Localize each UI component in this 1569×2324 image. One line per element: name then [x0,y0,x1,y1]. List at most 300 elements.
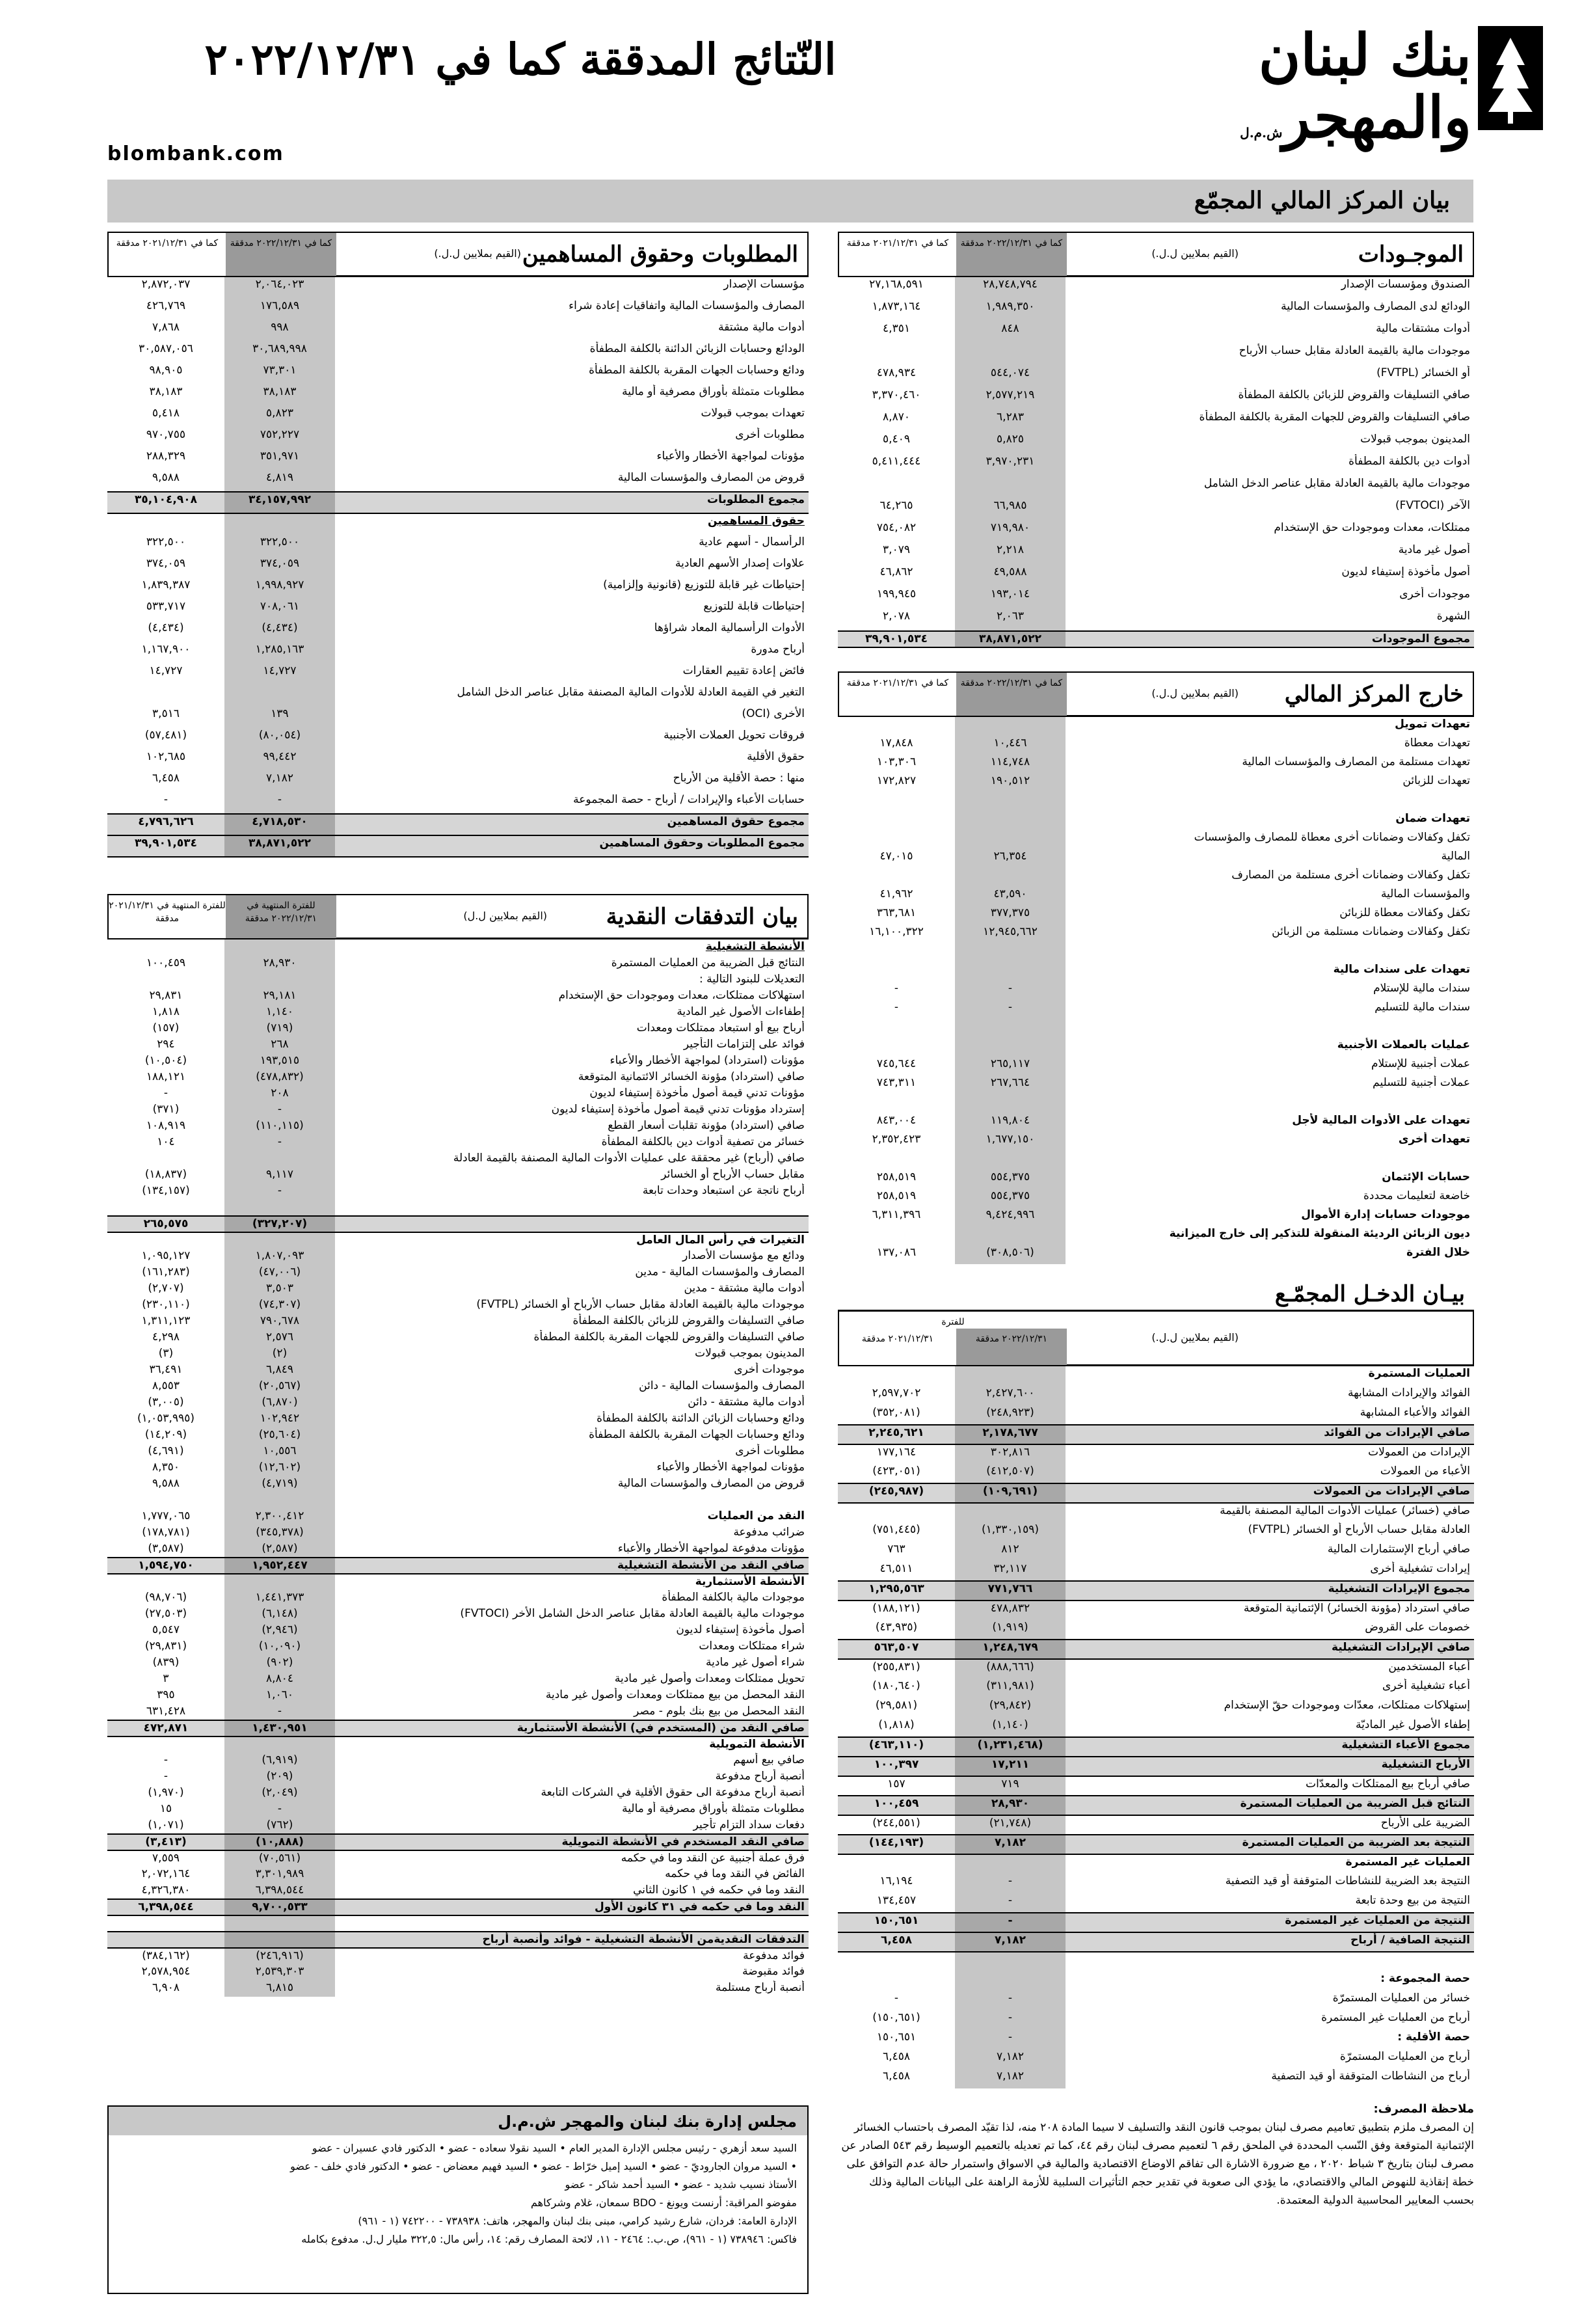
value-2022: ١,٩٨٩,٣٥٠ [955,299,1066,321]
value-2021: ٤,٣٢٦,٣٨٠ [141,1884,191,1897]
row-label: سندات مالية للتسليم [1375,1001,1470,1014]
bank-name-line1: بنك لبنان [1258,21,1471,88]
section-bar [107,180,1473,223]
value-2021: (٢٤٥,٩٨٧) [838,1483,955,1503]
value-2022: ١,٩٩٨,٩٢٧ [224,578,335,599]
table-row [107,535,809,556]
value-2021: (٤٣,٩٣٥) [875,1621,918,1634]
table-row [107,1623,809,1639]
income-title: بيـان الدخـل المجمّـع [1274,1281,1465,1307]
value-2021: ١٣٧,٠٨٦ [876,1246,917,1259]
value-2021: ١٤,٧٢٧ [149,664,183,677]
row-label: مجموع المطلوبات وحقوق المساهمين [335,835,809,857]
row-label: عملات أجنبية للإستلام [1371,1057,1470,1070]
value-2022: (٢,٠٤٩) [224,1785,335,1802]
value-2022: ١١٩,٨٠٤ [955,1113,1066,1132]
table-row [838,1522,1474,1542]
table-row [107,1834,809,1850]
value-2021: (٢٩,٨٣١) [144,1640,187,1653]
value-2021: (٤,٤٣٤) [148,621,184,634]
table-row [107,1216,809,1232]
value-2022: ٥٥٤,٣٧٥ [955,1170,1066,1189]
table-row [838,1094,1474,1113]
row-label: المصارف والمؤسسات المالية - دائن [639,1379,805,1392]
value-2022: (١٠٩,٦٩١) [955,1483,1066,1503]
value-2021 [107,513,224,535]
value-2021: (٨٣٩) [152,1656,180,1669]
value-2021: ٢٥٨,٥١٩ [876,1189,917,1202]
value-2021 [838,811,955,830]
total-2022: ٣٨,٨٧١,٥٢٢ [955,631,1066,647]
page-header [0,0,1569,176]
value-2022 [955,1971,1066,1991]
value-2021: - [163,793,168,806]
row-label: مطلوبات متمثلة بأوراق مصرفية أو مالية [622,385,805,398]
value-2022: ٤٩,٥٨٨ [955,565,1066,587]
value-2022: (٢٩,٨٤٢) [955,1698,1066,1718]
table-row [107,1541,809,1558]
table-row [838,1038,1474,1057]
table-row [107,406,809,427]
table-row [838,1640,1474,1659]
value-2021: ١٠٠,٣٩٧ [838,1757,955,1776]
value-2021: (١٥٧) [152,1021,180,1034]
table-row [838,868,1474,887]
value-2021 [838,1151,955,1170]
table-row [107,1525,809,1541]
income-section [838,1275,1474,2088]
row-label: صافي استرداد (مؤونة الخسائر) الإئتمانية المتوقعة [1243,1602,1470,1615]
value-2022: ٧١٩,٩٨٠ [955,520,1066,543]
value-2021: ٦,٤٥٨ [883,2070,910,2083]
value-2022: - [955,1913,1066,1932]
value-2021 [838,1094,955,1113]
row-label: ودائع وحسابات الزبائن الدائنة بالكلفة المطفأة [597,1412,805,1425]
row-label: النتائج قبل الضريبة من العمليات المستمرة [611,956,805,969]
row-label: تعهدات بموجب قبولات [701,407,805,420]
value-2021 [107,1932,224,1948]
sml-label: ش.م.ل [1240,125,1283,141]
table-row [107,1037,809,1053]
value-2022: ٢٦٥,١١٧ [955,1057,1066,1075]
table-row [107,1948,809,1964]
value-2021: ١٥ [159,1802,172,1815]
row-label: صافي النقد المستخدم في الأنشطة التمويلية [335,1834,809,1850]
liabilities-table [107,277,809,858]
value-2021: ٥٦٣,٥٠٧ [838,1640,955,1659]
value-2021: ٦,٩٠٨ [152,1981,180,1994]
table-row [838,1835,1474,1854]
table-row [107,599,809,621]
row-label: إطفاء الأصول غير الماديّة [1356,1718,1470,1731]
row-label: تعهدات على سندات مالية [1333,963,1470,976]
value-2022: ١٠٢,٩٤٢ [224,1411,335,1427]
value-2022: ١,٦٧٧,١٥٠ [955,1132,1066,1151]
value-2021: ١,٠٩٥,١٢٧ [141,1249,191,1262]
value-2022: ١٣٩ [224,707,335,728]
value-2021 [107,1574,224,1590]
value-2021 [107,1736,224,1753]
table-row [838,906,1474,925]
row-label: النتيجة من بيع وحدة تابعة [1355,1894,1470,1907]
table-row [838,2069,1474,2088]
board-lines [109,2135,807,2252]
table-row [107,1232,809,1249]
value-2022: ٣٥١,٩٧١ [224,449,335,470]
assets-title: الموجـودات [1358,241,1464,267]
value-2022 [955,476,1066,498]
table-row [107,1769,809,1785]
section-bar-title: بيان المركز المالي المجمّع [1194,187,1450,214]
table-row [107,1850,809,1867]
value-2022: ٧٥٢,٢٢٧ [224,427,335,449]
row-label: الآخر (FVTOCI) [1395,499,1470,512]
row-label: صافي الإيرادات من العمولات [1066,1483,1474,1503]
value-2021: ١٧٢,٨٢٧ [876,774,917,787]
table-row [107,1915,809,1932]
table-row [838,1503,1474,1522]
value-2021: ٣,٣٧٠,٤٦٠ [872,388,921,401]
table-row [838,344,1474,366]
row-label [335,1493,809,1509]
row-label: مطلوبات أخرى [735,1444,805,1457]
row-label: ودائع وحسابات الجهات المقربة بالكلفة المطفأة [589,364,805,377]
row-label: مؤونات لمواجهة الأخطار والأعباء [656,450,805,463]
value-2021: (١٨,٨٣٧) [144,1168,187,1181]
row-label: الرأسمال - أسهم عادية [699,535,805,548]
value-2021: ١٦,١٠٠,٣٢٢ [869,925,924,938]
row-label: صافي (أرباح) غير محققة على عمليات الأدوات المالية المصنفة بالقيمة العادلة [453,1152,805,1165]
value-2021: (٣,٥٨٧) [148,1542,184,1555]
value-2021: ٩,٥٨٨ [152,1477,180,1490]
row-label: إحتياطات غير قابلة للتوزيع (قانونية وإلزامية) [603,578,805,591]
value-2022: ٣٨,١٨٣ [224,385,335,406]
value-2021: (٣,٠٠٥) [148,1396,184,1409]
value-2022: (١,٣٣٠,١٥٩) [955,1522,1066,1542]
table-row [838,299,1474,321]
row-label: إيرادات تشغيلية أخرى [1370,1562,1470,1575]
value-2022: ٦,٨١٥ [224,1980,335,1997]
table-row [107,1395,809,1411]
row-label: الفوائد والأعباء المشابهة [1360,1406,1470,1419]
value-2022: (٤٧,٠٠٦) [224,1265,335,1281]
table-row [838,498,1474,520]
value-2022: ٢٩,١٨١ [224,988,335,1005]
row-label: النقد المحصل من بيع ممتلكات ومعدات وأصول غير مادية [545,1688,805,1701]
row-label: الفوائد والإيرادات المشابهة [1348,1386,1470,1399]
table-row [838,1405,1474,1425]
value-2021: (٣,٤١٣) [107,1834,224,1850]
row-label: مؤونات لمواجهة الأخطار والأعباء [656,1461,805,1474]
value-2022: ٦,٨٤٩ [224,1362,335,1379]
value-2021: ٩٧٠,٧٥٥ [146,428,186,441]
row-label: تعهدات أخرى [1398,1133,1470,1146]
offbs-section [838,671,1474,1264]
row-label: الودائع لدى المصارف والمؤسسات المالية [1281,300,1470,313]
row-label: النتيجة بعد الضريبة للنشاطات المتوقفة أو قيد التصفية [1225,1874,1470,1887]
value-2021: - [894,1001,899,1014]
table-row [107,1558,809,1574]
table-row [107,1183,809,1200]
table-row [107,792,809,814]
table-row [838,811,1474,830]
table-row [107,342,809,363]
value-2021: ٤٢٦,٧٦٩ [146,299,186,312]
table-row [838,1151,1474,1170]
table-row [838,1776,1474,1796]
value-2021: ١,٨٧٣,١٦٤ [872,300,921,313]
table-row [838,717,1474,736]
row-label: مؤسسات الإصدار [723,278,805,291]
row-label: صافي التسليفات والقروض للزبائن بالكلفة المطفأة [572,1314,805,1327]
value-2022 [224,939,335,956]
value-2021 [838,1226,955,1245]
value-2021 [838,1366,955,1386]
bank-note-body: إن المصرف ملزم بتطبيق تعاميم مصرف لبنان بموجب قانون النقد والتسليف لا سيما المادة ٢٠٨ منه، لذا تقيّد المصرف باحتساب الخسائر الإئتمانية المتوقعة وفق النّسب المحددة في الملحق رقم ٦ لتعميم مصرف لبنان رقم ٤٤، كما تم تعديله بالتعميم الوسيط رقم ٥٤٣ الصادر عن مصرف لبنان بتاريخ ٣ شباط ٢٠٢٠ ، مع ضرورة الاشارة الى تفاقم الاوضاع الاقتصادية والمالية في الاسواق واستمرار حالة عدم التوافق على خطة إنقاذية للنهوض المالي والاقتصادي، ما يؤدي الى صعوبة في تقدير حجم التأثيرات السلبية للأزمة الراهنة على البيانات المالية وذلك بحسب المعايير المحاسبية الدولية المعتمدة. [841,2121,1474,2207]
row-label: خسائر من العمليات المستمرّة [1332,1992,1470,2005]
offbs-col-2021: كما في ٢٠٢١/١٢/٣١ مدققة [839,673,956,716]
income-colheads [838,1312,1474,1366]
value-2022: (١٠,٠٩٠) [224,1639,335,1655]
value-2022: ٤,٧١٨,٥٣٠ [224,814,335,835]
value-2022 [955,1151,1066,1170]
table-row [107,728,809,750]
value-2022: ٥,٨٢٥ [955,432,1066,454]
row-label: سندات مالية للإستلام [1373,982,1470,995]
row-label: شراء ممتلكات ومعدات [699,1640,805,1653]
table-row [107,771,809,792]
row-label: تعهدات معطاة [1404,736,1470,750]
value-2021: ٧٤٥,٦٤٤ [876,1057,917,1070]
value-2021: (٣٨٤,١٦٢) [142,1949,190,1962]
row-label: المصارف والمؤسسات المالية واتفاقيات إعادة شراء [569,299,805,312]
liabilities-col-2022: كما في ٢٠٢٢/١٢/٣١ مدققة [226,233,336,276]
income-unit: (القيم بملايين ل.ل.) [1151,1331,1239,1344]
value-2021: (١٥٠,٦٥١) [872,2011,920,2024]
row-label: خلال الفترة [1406,1246,1470,1259]
value-2022 [224,513,335,535]
value-2022: (٢٤٦,٩١٦) [224,1948,335,1964]
row-label: الإيرادات من العمولات [1368,1446,1470,1459]
table-row [107,1297,809,1314]
value-2021: ٦,٤٥٨ [152,772,180,785]
row-label: النقد المحصل من بيع بنك بلوم - مصر [634,1705,805,1718]
value-2022: (١,٢٣١,٤٦٨) [955,1737,1066,1757]
cashflow-table [107,939,809,1997]
table-row [107,578,809,599]
value-2021: ٣,٠٧٩ [883,543,910,556]
table-row [107,1118,809,1135]
cashflow-section [107,894,809,1997]
value-2022: ٢٨,٩٣٠ [224,956,335,972]
value-2021 [838,344,955,366]
table-row [838,1581,1474,1601]
row-label: النقد وما في حكمه في ١ كانون الثاني [633,1884,805,1897]
table-row [107,1167,809,1183]
table-row [107,513,809,535]
value-2021: ٢٩٤ [157,1038,175,1051]
value-2022: (٤,٤٣٤) [224,621,335,642]
value-2022 [224,685,335,707]
value-2021: ٥,٤١١,٤٤٤ [872,455,921,468]
table-row [107,1606,809,1623]
value-2022: ١,٠٦٠ [224,1688,335,1704]
table-row [838,962,1474,981]
table-row [838,1737,1474,1757]
value-2022: ٤٣,٥٩٠ [955,887,1066,906]
row-label: مجموع الأعباء التشغيلية [1066,1737,1474,1757]
value-2022 [224,1932,335,1948]
row-label: الودائع وحسابات الزبائن الدائنة بالكلفة المطفأة [589,342,805,355]
table-row [838,830,1474,849]
table-row [107,972,809,988]
row-label: صافي النقد من الأنشطة التشغيلية [335,1558,809,1574]
value-2021: ٦,٤٥٨ [838,1932,955,1952]
value-2021 [838,943,955,962]
value-2022: ٢,٥٧٧,٢١٩ [955,388,1066,410]
value-2022: (٢,٥٨٧) [224,1541,335,1558]
value-2022: ١,٨٠٧,٠٩٣ [224,1249,335,1265]
table-row [838,1483,1474,1503]
row-label [335,1915,809,1932]
row-label: صافي التسليفات والقروض للجهات المقربة بالكلفة المطفأة [533,1331,805,1344]
row-label: قروض من المصارف والمؤسسات المالية [617,1477,805,1490]
row-label: أدوات مشتقات مالية [1376,322,1470,335]
table-row [838,1542,1474,1561]
row-label: الفائض في النقد وما في حكمه [665,1867,805,1880]
value-2021: ١,٧٧٧,٠٦٥ [141,1509,191,1522]
value-2021: ٧٥٤,٠٨٢ [876,521,917,534]
table-row [838,1796,1474,1815]
board-line: السيد سعد أزهري - رئيس مجلس الإدارة المدير العام • السيد نقولا سعاده - عضو • الدكتور فادي عسيران - عضو [312,2142,797,2154]
total-row [838,631,1474,647]
value-2022 [224,1232,335,1249]
table-row [838,1913,1474,1932]
table-row [107,1330,809,1346]
table-row [107,1411,809,1427]
table-row [107,427,809,449]
value-2021: (١,٠٥٣,٩٩٥) [137,1412,194,1425]
value-2022: ٤٧٨,٨٣٢ [955,1601,1066,1620]
bank-logo [1120,23,1471,154]
row-label: أعباء المستخدمين [1388,1660,1470,1673]
value-2021: ٦,٣٩٨,٥٤٤ [107,1899,224,1915]
row-label: الأخرى (OCI) [742,707,805,720]
row-label [1066,1952,1474,1971]
value-2022: ١,٢٤٨,٦٧٩ [955,1640,1066,1659]
value-2022 [955,962,1066,981]
value-2022: ٩,٧٠٠,٥٣٣ [224,1899,335,1915]
value-2021: ٢,٨٧٢,٠٣٧ [141,278,191,291]
table-row [838,1245,1474,1264]
table-row [838,1718,1474,1737]
value-2022: ١,١٤٠ [224,1005,335,1021]
row-label: الأنشطة التمويلية [709,1738,805,1751]
value-2022: ٥,٨٢٣ [224,406,335,427]
table-row [838,1601,1474,1620]
value-2021: ٤٧٨,٩٣٤ [876,366,917,379]
row-label: الأنشطة التشغيلية [705,940,805,953]
value-2021: (١٧٨,٧٨١) [142,1526,190,1539]
value-2022 [955,344,1066,366]
assets-unit: (القيم بملايين ل.ل.) [1151,247,1239,260]
table-row [838,366,1474,388]
row-label [1066,792,1474,811]
board-line: فاكس: ٧٣٨٩٤٦ (١ - ٩٦١)، ص.ب.: ٢٤٦٤ - ١١، لائحة المصارف رقم: ١٤، رأس مال: ٣٢٢,٥ مليار ل.ل. مدفوع بكامله [301,2233,797,2245]
table-row [838,1952,1474,1971]
value-2021: - [163,1770,168,1783]
value-2021: ١٨٨,١٢١ [146,1070,186,1083]
value-2022: (٣٠٨,٥٠٦) [955,1245,1066,1264]
value-2021: ٣٦٣,٦٨١ [876,906,917,919]
value-2021: ٦٣١,٤٢٨ [146,1705,186,1718]
value-2022 [955,830,1066,849]
value-2021: (١٨٨,١٢١) [872,1602,920,1615]
offbs-title: خارج المركز المالي [1284,681,1464,707]
table-row [838,1561,1474,1581]
table-row [838,1057,1474,1075]
value-2022: ١,٩٥٢,٤٤٧ [224,1558,335,1574]
table-row [107,1818,809,1834]
value-2021: ٢,٥٧٨,٩٥٤ [141,1965,191,1978]
value-2022: (٧٠,٥٦١) [224,1850,335,1867]
value-2022: ١٩٠,٥١٢ [955,774,1066,792]
row-label: فائض إعادة تقييم العقارات [682,664,805,677]
value-2021: (٢٧,٥٠٣) [144,1607,187,1620]
value-2022: ٩٩٨ [224,320,335,342]
value-2021 [838,868,955,887]
row-label: حصة المجموعة : [1380,1972,1470,1985]
value-2021: (١,٠٧١) [148,1818,184,1831]
value-2021: ٧٦٣ [887,1543,905,1556]
value-2022: ١٧٦,٥٨٩ [224,299,335,320]
table-row [838,321,1474,344]
row-label: الضريبة على الأرباح [1380,1817,1470,1830]
row-label: موجودات مالية بالقيمة العادلة مقابل عناصر الدخل الشامل الأخر (FVTOCI) [460,1607,805,1620]
row-label: تحويل ممتلكات ومعدات وأصول غير مادية [614,1672,805,1685]
board-title: مجلس إدارة بنك لبنان والمهجر ش.م.ل [109,2107,807,2135]
row-label: أعباء تشغيلية أخرى [1382,1679,1470,1692]
row-label: المدينون بموجب قبولات [695,1347,805,1360]
row-label: الأدوات الرأسمالية المعاد شراؤها [654,621,805,634]
table-row [838,1971,1474,1991]
value-2021: ٤١,٩٦٢ [879,887,913,900]
value-2022: ١٧,٢١١ [955,1757,1066,1776]
value-2021: ٦,٣١١,٣٩٦ [872,1208,921,1221]
table-row [107,1086,809,1102]
row-label: فوائد على إلتزامات التأجير [683,1038,805,1051]
table-row [107,1151,809,1167]
value-2021: ٣,٥١٦ [152,707,180,720]
value-2022: ٣٠,٦٨٩,٩٩٨ [224,342,335,363]
value-2022: ١٠,٤٤٦ [955,736,1066,755]
row-label: موجودات مالية بالكلفة المطفأة [662,1591,805,1604]
value-2022: ٢,٢١٨ [955,543,1066,565]
row-label: المدينون بموجب قبولات [1360,433,1470,446]
website-link[interactable]: blombank.com [107,142,284,165]
value-2021: ٧,٥٥٩ [152,1852,180,1865]
row-label: خسائر من تصفية أدوات دين بالكلفة المطفأة [601,1135,805,1148]
table-row [107,1070,809,1086]
value-2022 [955,943,1066,962]
value-2022: - [955,1874,1066,1893]
value-2022: ٧٣,٣٠١ [224,363,335,385]
value-2022: ١١٤,٧٤٨ [955,755,1066,774]
table-row [838,736,1474,755]
value-2022: ٢٦٨ [224,1037,335,1053]
value-2022: ٧,١٨٢ [955,2049,1066,2069]
value-2022 [224,1915,335,1932]
